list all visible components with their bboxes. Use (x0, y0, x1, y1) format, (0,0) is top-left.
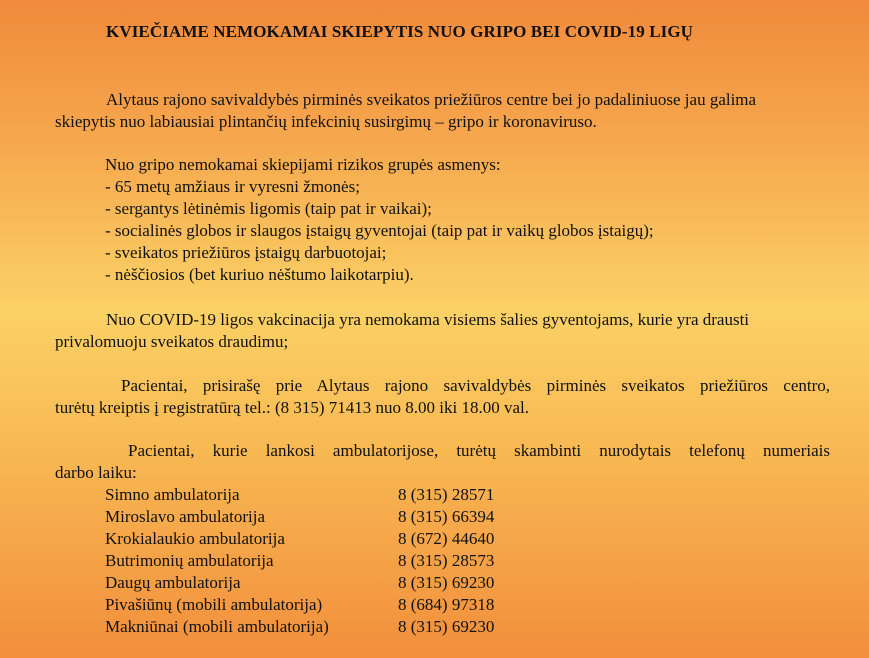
clinic-name: Makniūnai (mobili ambulatorija) (105, 617, 329, 636)
covid-line-1: Nuo COVID-19 ligos vakcinacija yra nemokama visiems šalies gyventojams, kurie yra drausti (106, 310, 750, 329)
clinic-name: Pivašiūnų (mobili ambulatorija) (105, 595, 323, 614)
clinic-phone: 8 (315) 69230 (398, 573, 495, 592)
flu-item: - socialinės globos ir slaugos įstaigų gyventojai (taip pat ir vaikų globos įstaigų); (105, 221, 654, 240)
clinic-phone: 8 (315) 28571 (398, 485, 495, 504)
intro-paragraph (55, 89, 830, 133)
covid-line-2: privalomuoju sveikatos draudimu; (55, 332, 289, 351)
flu-section (105, 154, 654, 286)
clinic-phone: 8 (672) 44640 (398, 529, 495, 548)
intro-line-1: Alytaus rajono savivaldybės pirminės sveikatos priežiūros centre bei jo padaliniuose jau galima (106, 90, 757, 109)
clinic-name: Simno ambulatorija (105, 485, 240, 504)
ambulatory-line-2: darbo laiku: (55, 463, 137, 482)
poster-title: KVIEČIAME NEMOKAMAI SKIEPYTIS NUO GRIPO BEI COVID-19 LIGŲ (106, 22, 694, 41)
registry-line-1: Pacientai, prisirašę prie Alytaus rajono savivaldybės pirminės sveikatos priežiūros centro, (121, 376, 830, 395)
flu-item: - sergantys lėtinėmis ligomis (taip pat ir vaikai); (105, 199, 432, 218)
clinic-name: Miroslavo ambulatorija (105, 507, 266, 526)
clinic-name: Daugų ambulatorija (105, 573, 241, 592)
intro-line-2: skiepytis nuo labiausiai plintančių infekcinių susirgimų – gripo ir koronaviruso. (55, 112, 597, 131)
flu-item: - sveikatos priežiūros įstaigų darbuotojai; (105, 243, 387, 262)
ambulatory-line-1: Pacientai, kurie lankosi ambulatorijose, turėtų skambinti nurodytais telefonų numeriais (128, 441, 830, 460)
flu-heading: Nuo gripo nemokamai skiepijami rizikos grupės asmenys: (105, 155, 501, 174)
flu-item: - 65 metų amžiaus ir vyresni žmonės; (105, 177, 360, 196)
clinic-phone: 8 (315) 28573 (398, 551, 495, 570)
clinic-name: Butrimonių ambulatorija (105, 551, 274, 570)
ambulatory-paragraph (55, 440, 830, 484)
registry-paragraph (55, 375, 830, 419)
clinic-phone: 8 (684) 97318 (398, 595, 495, 614)
flu-item: - nėščiosios (bet kuriuo nėštumo laikotarpiu). (105, 265, 414, 284)
covid-paragraph (55, 309, 830, 353)
clinic-phone: 8 (315) 69230 (398, 617, 495, 636)
registry-line-2: turėtų kreiptis į registratūrą tel.: (8 315) 71413 nuo 8.00 iki 18.00 val. (55, 398, 530, 417)
clinic-name: Krokialaukio ambulatorija (105, 529, 285, 548)
clinic-phone: 8 (315) 66394 (398, 507, 495, 526)
